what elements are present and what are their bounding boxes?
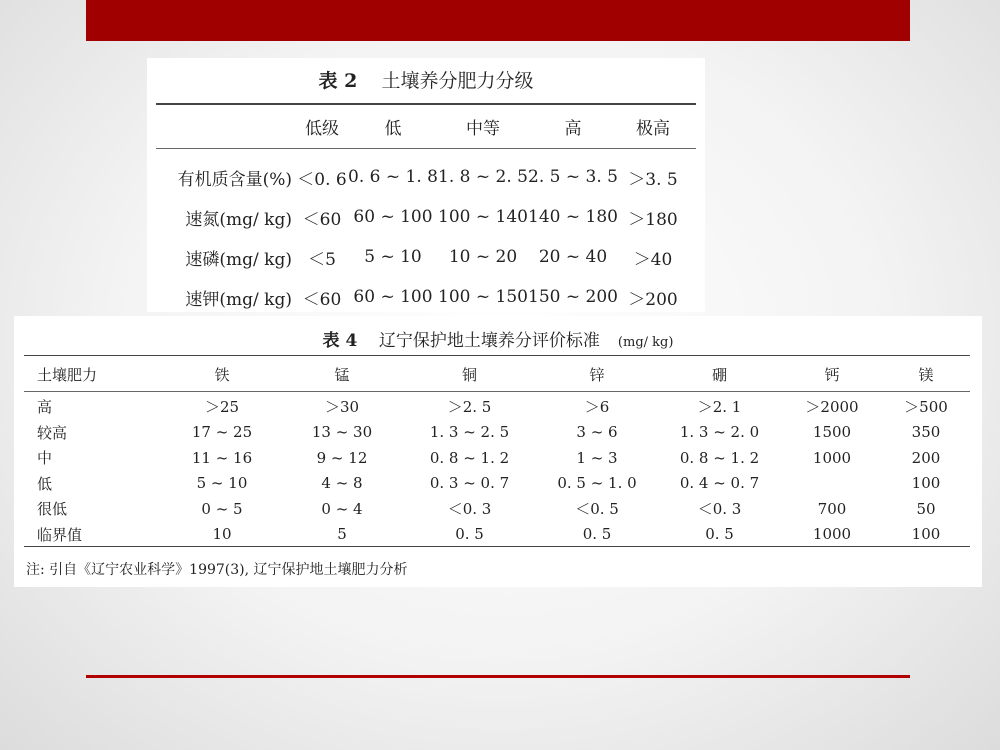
header-cell (156, 106, 296, 146)
table-row (24, 394, 970, 420)
table-row (24, 445, 970, 471)
table4-source-note: 注: 引自《辽宁农业科学》1997(3), 辽宁保护地土壤肥力分析 (26, 562, 408, 578)
table-cell: 60 ~ 100 (353, 207, 433, 227)
table-cell: 5 ~ 10 (364, 247, 422, 267)
header-cell: 铜 (461, 366, 477, 384)
table-cell: 11 ~ 16 (191, 448, 253, 467)
table-cell: ＞25 (204, 398, 240, 417)
table-cell: 0. 8 ~ 1. 2 (679, 448, 760, 467)
table-cell: 60 ~ 100 (353, 287, 433, 307)
table-header-row (156, 106, 688, 146)
table-cell: 350 (911, 423, 941, 442)
table-row (156, 237, 688, 277)
table-header-row (24, 358, 970, 391)
header-cell: 土壤肥力 (37, 366, 98, 384)
table-cell: 0. 8 ~ 1. 2 (429, 448, 510, 467)
table-cell: ＜0. 6 (297, 169, 347, 190)
table-cell: 0. 6 ~ 1. 8 (348, 167, 438, 187)
table-row (24, 420, 970, 446)
table-cell: 5 ~ 10 (196, 474, 248, 493)
header-cell: 铁 (214, 366, 230, 384)
table2-caption (147, 66, 705, 93)
table-cell: 0 ~ 4 (321, 499, 363, 518)
table-cell: ＞2000 (805, 398, 859, 417)
table-cell: 3 ~ 6 (576, 423, 618, 442)
table-cell: 13 ~ 30 (311, 423, 373, 442)
table-cell: ＜60 (302, 289, 342, 310)
table-cell: 0. 5 (455, 525, 484, 544)
table-row (24, 496, 970, 522)
table-cell: 1 ~ 3 (576, 448, 618, 467)
row-label: 较高 (37, 423, 68, 442)
table-cell: ＞40 (633, 249, 673, 270)
table2-caption-title: 土壤养分肥力分级 (381, 70, 534, 92)
table-cell: 1. 3 ~ 2. 0 (679, 423, 760, 442)
header-cell: 低 (384, 118, 402, 139)
table-cell: 100 (911, 525, 941, 544)
table-row (24, 471, 970, 497)
table-row (156, 197, 688, 237)
header-cell: 镁 (918, 366, 934, 384)
row-label: 低 (37, 474, 53, 493)
table-cell: 700 (817, 499, 847, 518)
table-cell: ＜0. 3 (697, 500, 742, 519)
table4-caption (14, 326, 982, 351)
table-cell: 140 ~ 180 (528, 207, 618, 227)
table-cell: 50 (916, 499, 936, 518)
table-cell: 0. 5 (705, 525, 734, 544)
table-cell: 4 ~ 8 (321, 474, 363, 493)
row-label: 速磷(mg/ kg) (185, 249, 292, 270)
micronutrient-standard-table (24, 358, 970, 547)
table-cell: ＞180 (628, 209, 678, 230)
table-cell: ＞6 (584, 398, 610, 417)
table-cell: 1000 (812, 525, 852, 544)
table-cell: ＞3. 5 (628, 169, 678, 190)
table4-panel (14, 316, 982, 587)
table4-caption-unit: (mg/ kg) (617, 335, 674, 350)
table-cell: 0 ~ 5 (201, 499, 243, 518)
table-cell: ＜0. 5 (575, 500, 619, 519)
header-cell: 锰 (334, 366, 350, 384)
table-cell: 10 (212, 525, 232, 544)
table-cell (782, 471, 882, 497)
table-row (24, 522, 970, 548)
header-cell: 极高 (636, 118, 670, 139)
table-cell: 0. 5 ~ 1. 0 (557, 474, 637, 493)
table-cell: ＞2. 1 (697, 398, 742, 417)
row-label: 速钾(mg/ kg) (185, 289, 292, 310)
table-cell: 100 (911, 474, 941, 493)
table-cell: 1. 3 ~ 2. 5 (429, 423, 510, 442)
title-banner (86, 0, 910, 41)
header-cell: 中等 (466, 118, 500, 139)
table-cell: ＞500 (904, 398, 948, 417)
table-cell: 20 ~ 40 (538, 247, 608, 267)
header-cell: 钙 (824, 366, 840, 384)
table-cell: 200 (911, 448, 941, 467)
table-cell: 10 ~ 20 (448, 247, 518, 267)
table-cell: 150 ~ 200 (528, 287, 618, 307)
table4-caption-title: 辽宁保护地土壤养分评价标准 (378, 331, 600, 351)
footer-divider (86, 675, 910, 678)
row-label: 高 (37, 398, 53, 417)
table-cell: ＞200 (628, 289, 678, 310)
soil-fertility-table (156, 106, 688, 317)
table-cell: 100 ~ 140 (438, 207, 528, 227)
table2-caption-label: 表 2 (318, 70, 358, 92)
table-cell: 5 (337, 525, 347, 544)
table-cell: 2. 5 ~ 3. 5 (528, 167, 618, 187)
header-cell: 高 (564, 118, 582, 139)
row-label: 速氮(mg/ kg) (185, 209, 292, 230)
table2-top-rule (156, 103, 696, 105)
table-cell: 0. 3 ~ 0. 7 (429, 474, 510, 493)
table-row (156, 277, 688, 317)
table4-caption-label: 表 4 (322, 331, 358, 351)
table4-top-rule (24, 355, 970, 356)
table-cell: 1000 (812, 448, 852, 467)
table-cell: 1500 (812, 423, 852, 442)
table-cell: 100 ~ 150 (438, 287, 528, 307)
row-label: 临界值 (37, 525, 83, 544)
table-cell: 9 ~ 12 (316, 448, 368, 467)
table-cell: 1. 8 ~ 2. 5 (438, 167, 528, 187)
header-cell: 锌 (589, 366, 605, 384)
table-cell: ＜60 (302, 209, 342, 230)
header-cell: 硼 (711, 366, 727, 384)
table-cell: 0. 4 ~ 0. 7 (679, 474, 760, 493)
table-cell: ＜5 (308, 249, 336, 270)
row-label: 中 (37, 449, 53, 468)
table-cell: 17 ~ 25 (191, 423, 253, 442)
row-label: 有机质含量(%) (177, 169, 292, 190)
header-cell: 低级 (305, 118, 339, 139)
table-cell: ＜0. 3 (447, 500, 492, 519)
table-cell: 0. 5 (582, 525, 612, 544)
row-label: 很低 (37, 500, 68, 519)
table-row (156, 157, 688, 197)
table2-panel (147, 58, 705, 312)
table-cell: ＞30 (324, 398, 360, 417)
table-cell: ＞2. 5 (447, 398, 492, 417)
